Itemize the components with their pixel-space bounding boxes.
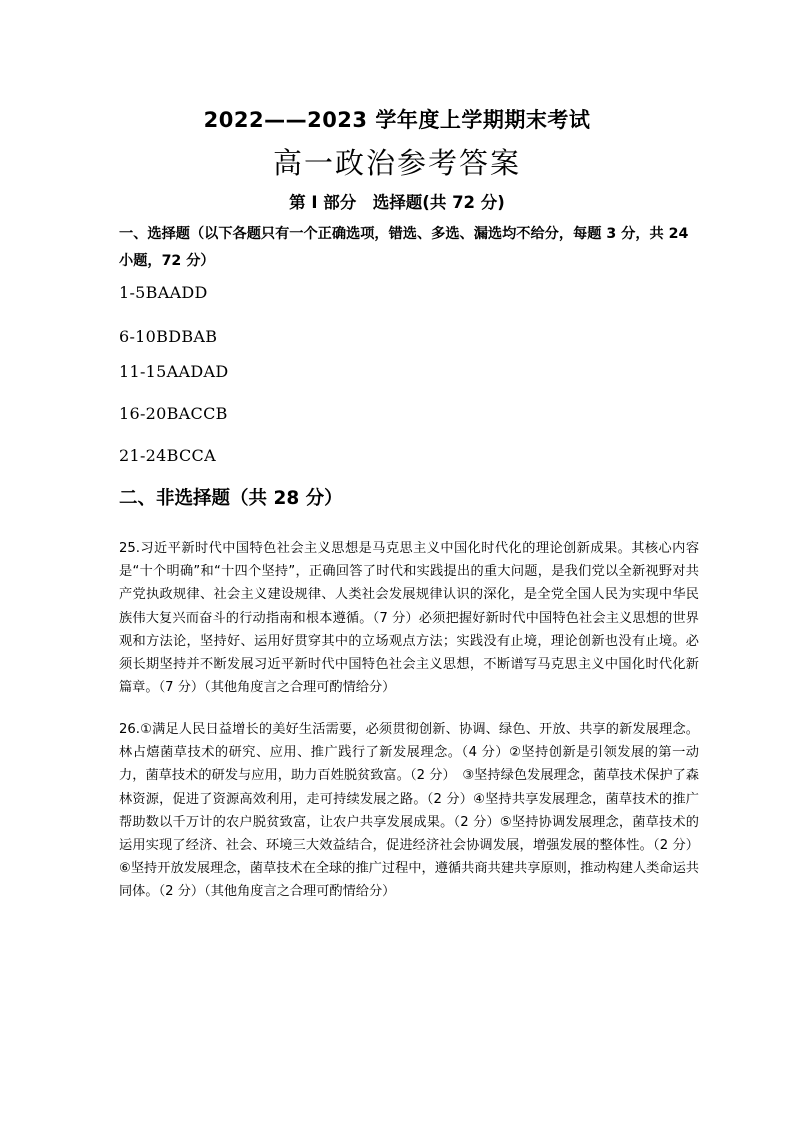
answer-line: 21-24BCCA [119,446,216,465]
answer-line: 11-15AADAD [119,362,229,381]
answer-line: 1-5BAADD [119,283,208,302]
section1-heading: 一、选择题（以下各题只有一个正确选项，错选、多选、漏选均不给分，每题 3 分，共 24 小题，72 分） [119,226,689,269]
question-26-answer: 26.①满足人民日益增长的美好生活需要，必须贯彻创新、协调、绿色、开放、共享的新发展理念。林占熺菌草技术的研究、应用、推广践行了新发展理念。（4 分）②坚持创新是引领发展的第一动力，菌草技术的研发与应用，助力百姓脱贫致富。（2 分） ③坚持绿色发展理念，菌草技术保护了森林资源，促进了资源高效利用，走可持续发展之路。（2 分）④坚持共享发展理念，菌草技术的推广帮助数以千万计的农户脱贫致富，让农户共享发展成果。（2 分）⑤坚持协调发展理念，菌草技术的运用实现了经济、社会、环境三大效益结合，促进经济社会协调发展，增强发展的整体性。（2 分）⑥坚持开放发展理念，菌草技术在全球的推广过程中，遵循共商共建共享原则，推动构建人类命运共同体。（2 分）（其他角度言之合理可酌情给分） [119,722,699,900]
question-25-answer: 25.习近平新时代中国特色社会主义思想是马克思主义中国化时代化的理论创新成果。其核心内容是“十个明确”和“十四个坚持”，正确回答了时代和实践提出的重大问题，是我们党以全新视野对共产党执政规律、社会主义建设规律、人类社会发展规律认识的深化，是全党全国人民为实现中华民族伟大复兴而奋斗的行动指南和根本遵循。（7 分）必须把握好新时代中国特色社会主义思想的世界观和方法论，坚持好、运用好贯穿其中的立场观点方法；实践没有止境，理论创新也没有止境。必须长期坚持并不断发展习近平新时代中国特色社会主义思想，不断谱写马克思主义中国化时代化新篇章。（7 分）（其他角度言之合理可酌情给分） [119,541,699,696]
section2-heading: 二、非选择题（共 28 分） [119,488,343,509]
answer-title: 高一政治参考答案 [272,146,521,180]
answer-line: 16-20BACCB [119,404,228,423]
part-title: 第 I 部分 选择题(共 72 分) [289,193,505,212]
exam-title: 2022——2023 学年度上学期期末考试 [203,108,591,132]
answer-line: 6-10BDBAB [119,327,218,346]
